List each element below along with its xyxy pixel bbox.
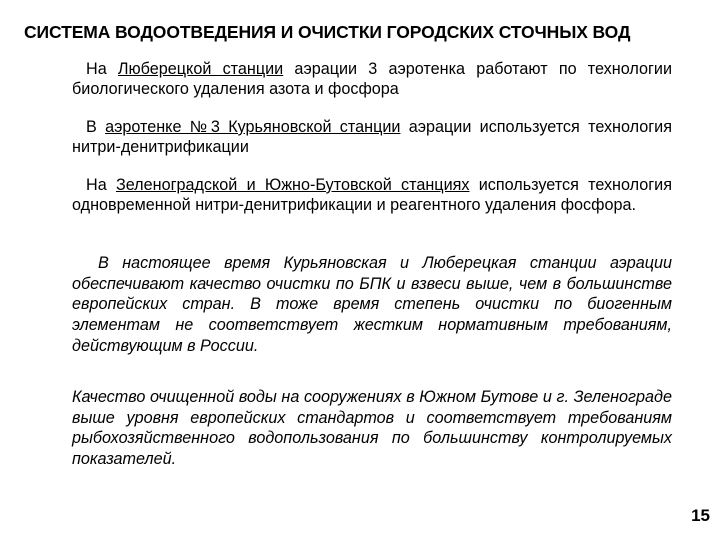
paragraph-current-quality	[72, 253, 672, 357]
paragraph-zelenograd	[72, 175, 672, 215]
slide-title: СИСТЕМА ВОДООТВЕДЕНИЯ И ОЧИСТКИ ГОРОДСКИХ СТОЧНЫХ ВОД	[24, 22, 631, 42]
paragraph-text: На	[86, 176, 116, 194]
paragraph-text: На	[86, 60, 118, 78]
paragraph-text: В	[86, 118, 106, 136]
paragraph-kuryanovo	[72, 117, 672, 157]
paragraph-text: В настоящее время Курьяновская и Люберецкая станции аэрации обеспечивают качество очистки по БПК и взвеси выше, чем в большинстве европейских стран. В тоже время степень очистки по биогенным элементам не соответствует жестким нормативным требованиям, действующим в России.	[72, 254, 672, 355]
paragraph-text: аэрации используется технология нитри-денитрификации	[72, 118, 672, 156]
paragraph-water-quality	[72, 387, 672, 470]
station-link-kuryanovo[interactable]: аэротенке №3 Курьяновской станции	[105, 118, 401, 136]
station-link-lyubertsy[interactable]: Люберецкой станции	[117, 60, 284, 78]
paragraph-text: используется технология одновременной нитри-денитрификации и реагентного удаления фосфора.	[72, 176, 672, 214]
page-number: 15	[691, 506, 710, 525]
paragraph-text: аэрации 3 аэротенка работают по технологии биологического удаления азота и фосфора	[72, 60, 672, 98]
paragraph-lyubertsy	[72, 59, 672, 99]
station-link-zelenograd-butovo[interactable]: Зеленоградской и Южно-Бутовской станциях	[115, 176, 470, 194]
paragraph-text: Качество очищенной воды на сооружениях в Южном Бутове и г. Зеленограде выше уровня европейских стандартов и соответствует требованиям рыбохозяйственного водопользования по большинству контролируемых показателей.	[72, 388, 672, 469]
